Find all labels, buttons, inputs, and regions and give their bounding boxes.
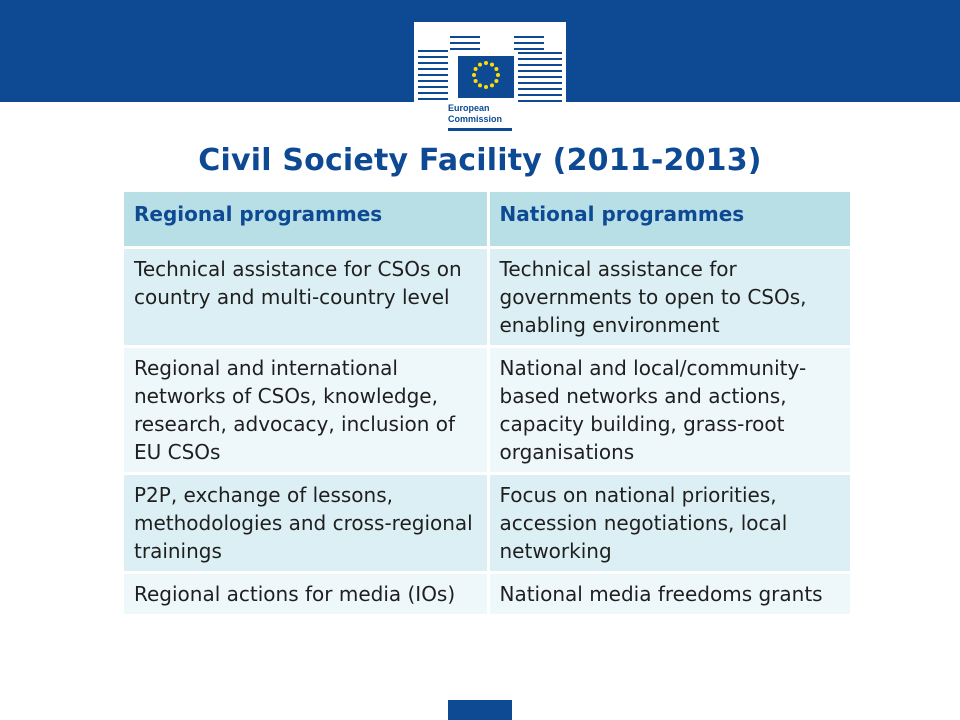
programmes-table	[124, 192, 850, 614]
table-cell: National media freedoms grants	[488, 573, 850, 615]
table-row	[124, 573, 850, 615]
table-cell: National and local/community-based networks and actions, capacity building, grass-root organisations	[488, 347, 850, 474]
table-cell: Regional actions for media (IOs)	[124, 573, 488, 615]
header-regional: Regional programmes	[124, 192, 488, 248]
page-title: Civil Society Facility (2011-2013)	[198, 143, 762, 178]
logo-underline	[448, 128, 512, 131]
footer-tab	[448, 700, 512, 720]
logo-label: European Commission	[448, 103, 503, 124]
table-cell: Regional and international networks of CSOs, knowledge, research, advocacy, inclusion of EU CSOs	[124, 347, 488, 474]
header-national: National programmes	[488, 192, 850, 248]
table-cell: Technical assistance for CSOs on country and multi-country level	[124, 248, 488, 347]
table-row	[124, 347, 850, 474]
table-cell: Technical assistance for governments to open to CSOs, enabling environment	[488, 248, 850, 347]
table-row	[124, 248, 850, 347]
table-cell: P2P, exchange of lessons, methodologies and cross-regional trainings	[124, 474, 488, 573]
table-cell: Focus on national priorities, accession negotiations, local networking	[488, 474, 850, 573]
table-row	[124, 474, 850, 573]
table-header-row	[124, 192, 850, 248]
